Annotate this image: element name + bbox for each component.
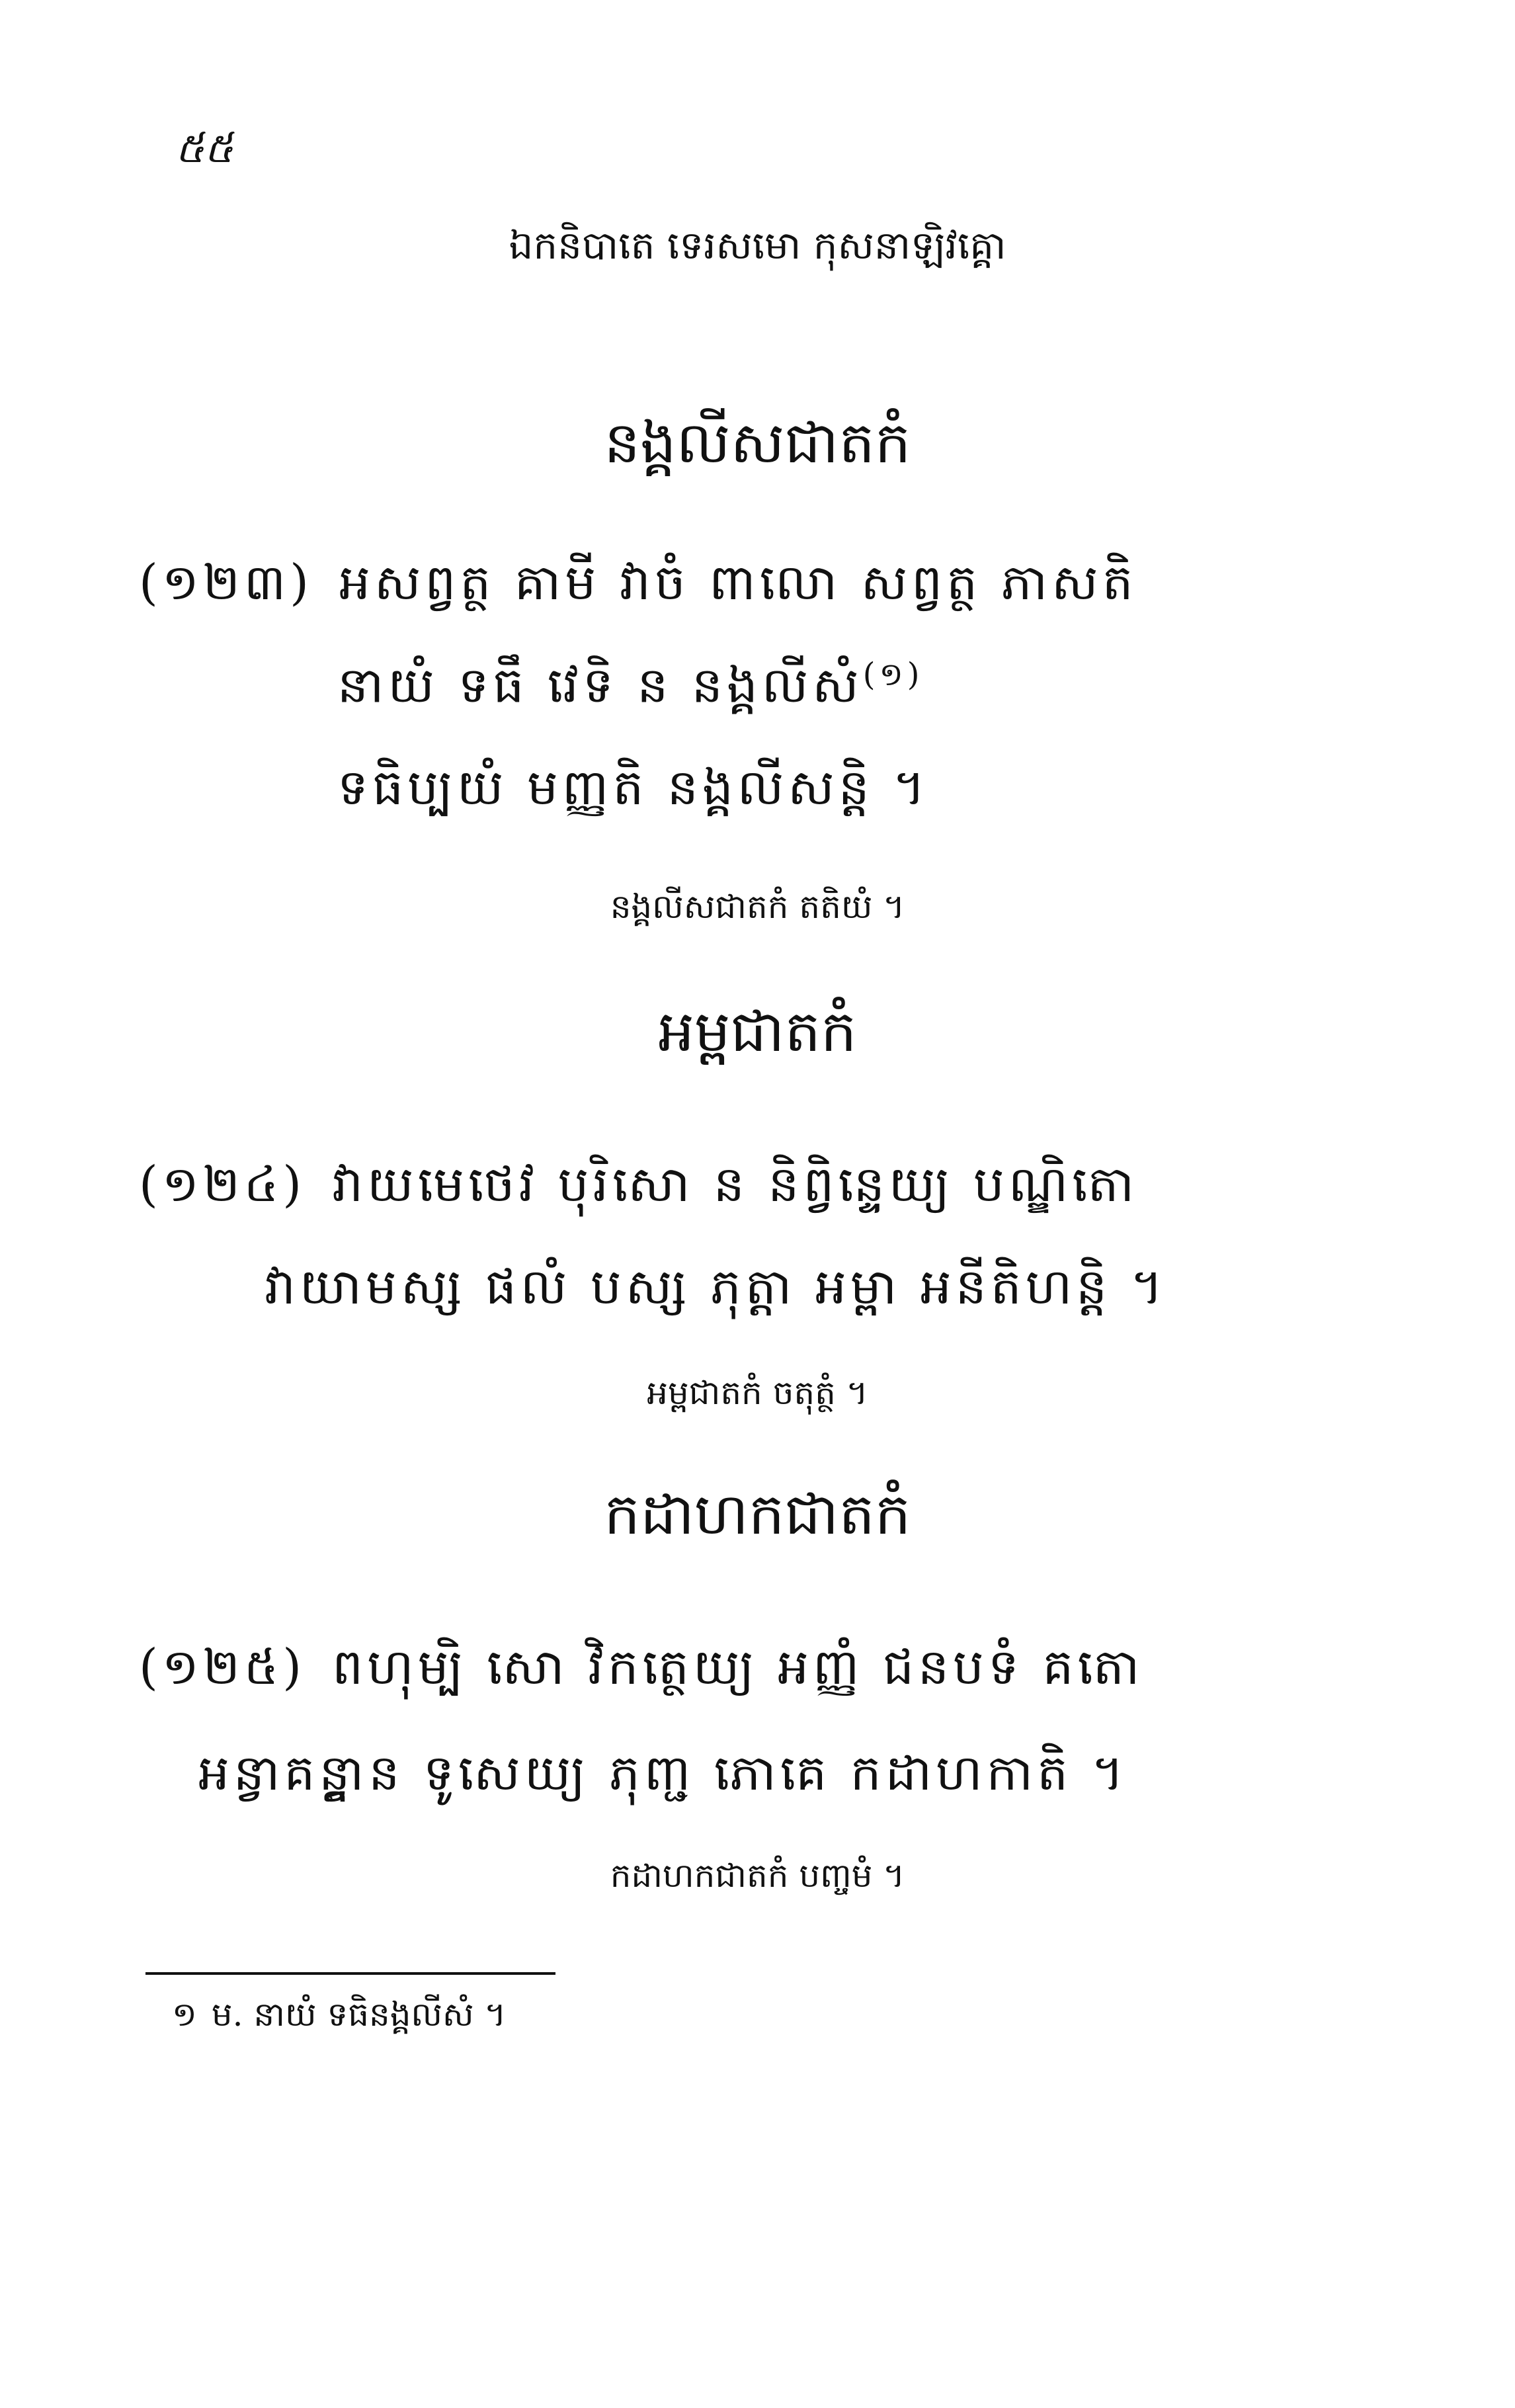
section-title: កដាហកជាតកំ: [604, 1481, 911, 1548]
verse-line: [139, 1637, 1143, 1708]
verse-text: វាយមេថេវ បុរិសោ ន និព្វិន្ទេយ្យ បណ្ឌិតោ: [332, 1156, 1139, 1213]
section-colophon: នង្គលីសជាតកំ តតិយំ ។: [610, 888, 905, 926]
footnote-rule: [145, 1972, 555, 1975]
verse-text: វាយាមស្ស ផលំ បស្ស ភុត្តា អម្ពា អនីតិហន្តិ ។: [265, 1259, 1167, 1315]
verse-text: អន្វាគន្ត្វាន ទូសេយ្យ ភុញ្ជ ភោគេ កដាហកាតិ ។: [198, 1745, 1128, 1802]
verse-number: (១២៤): [139, 1156, 306, 1213]
verse-line: [198, 1743, 1127, 1814]
verse-text: ពហុម្បិ សោ វិកត្ថេយ្យ អញ្ញំ ជនបទំ គតោ: [332, 1639, 1144, 1696]
verse-line: [139, 1154, 1138, 1225]
verse-text: ទធិប្បយំ មញ្ញតិ នង្គលីសន្តិ ។: [337, 759, 930, 816]
footnote-text: ម. នាយំ ទធិនង្គលីសំ ។: [211, 1995, 507, 2034]
verse-text: នាយំ ទធឹ វេទិ ន នង្គលីសំ: [337, 657, 863, 714]
verse-number: (១២៥): [139, 1639, 306, 1696]
section-colophon: កដាហកជាតកំ បញ្ចមំ ។: [610, 1856, 905, 1895]
verse-number: (១២៣): [139, 554, 313, 611]
section-title: អម្ពជាតកំ: [658, 999, 857, 1065]
running-header: ឯកនិបាតេ ទេរសមោ កុសនាឡិវគ្គោ: [509, 223, 1006, 268]
section-title: នង្គលីសជាតកំ: [604, 410, 911, 476]
page-number: ៥៥: [175, 124, 233, 172]
section-colophon: អម្ពជាតកំ ចតុត្ថំ ។: [647, 1374, 868, 1412]
verse-line: [337, 655, 924, 727]
verse-line: [337, 757, 929, 829]
verse-line: [265, 1257, 1167, 1328]
verse-line: [139, 552, 1137, 624]
footnote: [172, 1994, 507, 2042]
footnote-reference: (១): [862, 656, 924, 693]
verse-text: អសព្វត្ថ គាមី វាចំ ពាលោ សព្វត្ថ ភាសតិ: [339, 554, 1137, 611]
footnote-marker: ១: [172, 1995, 197, 2034]
